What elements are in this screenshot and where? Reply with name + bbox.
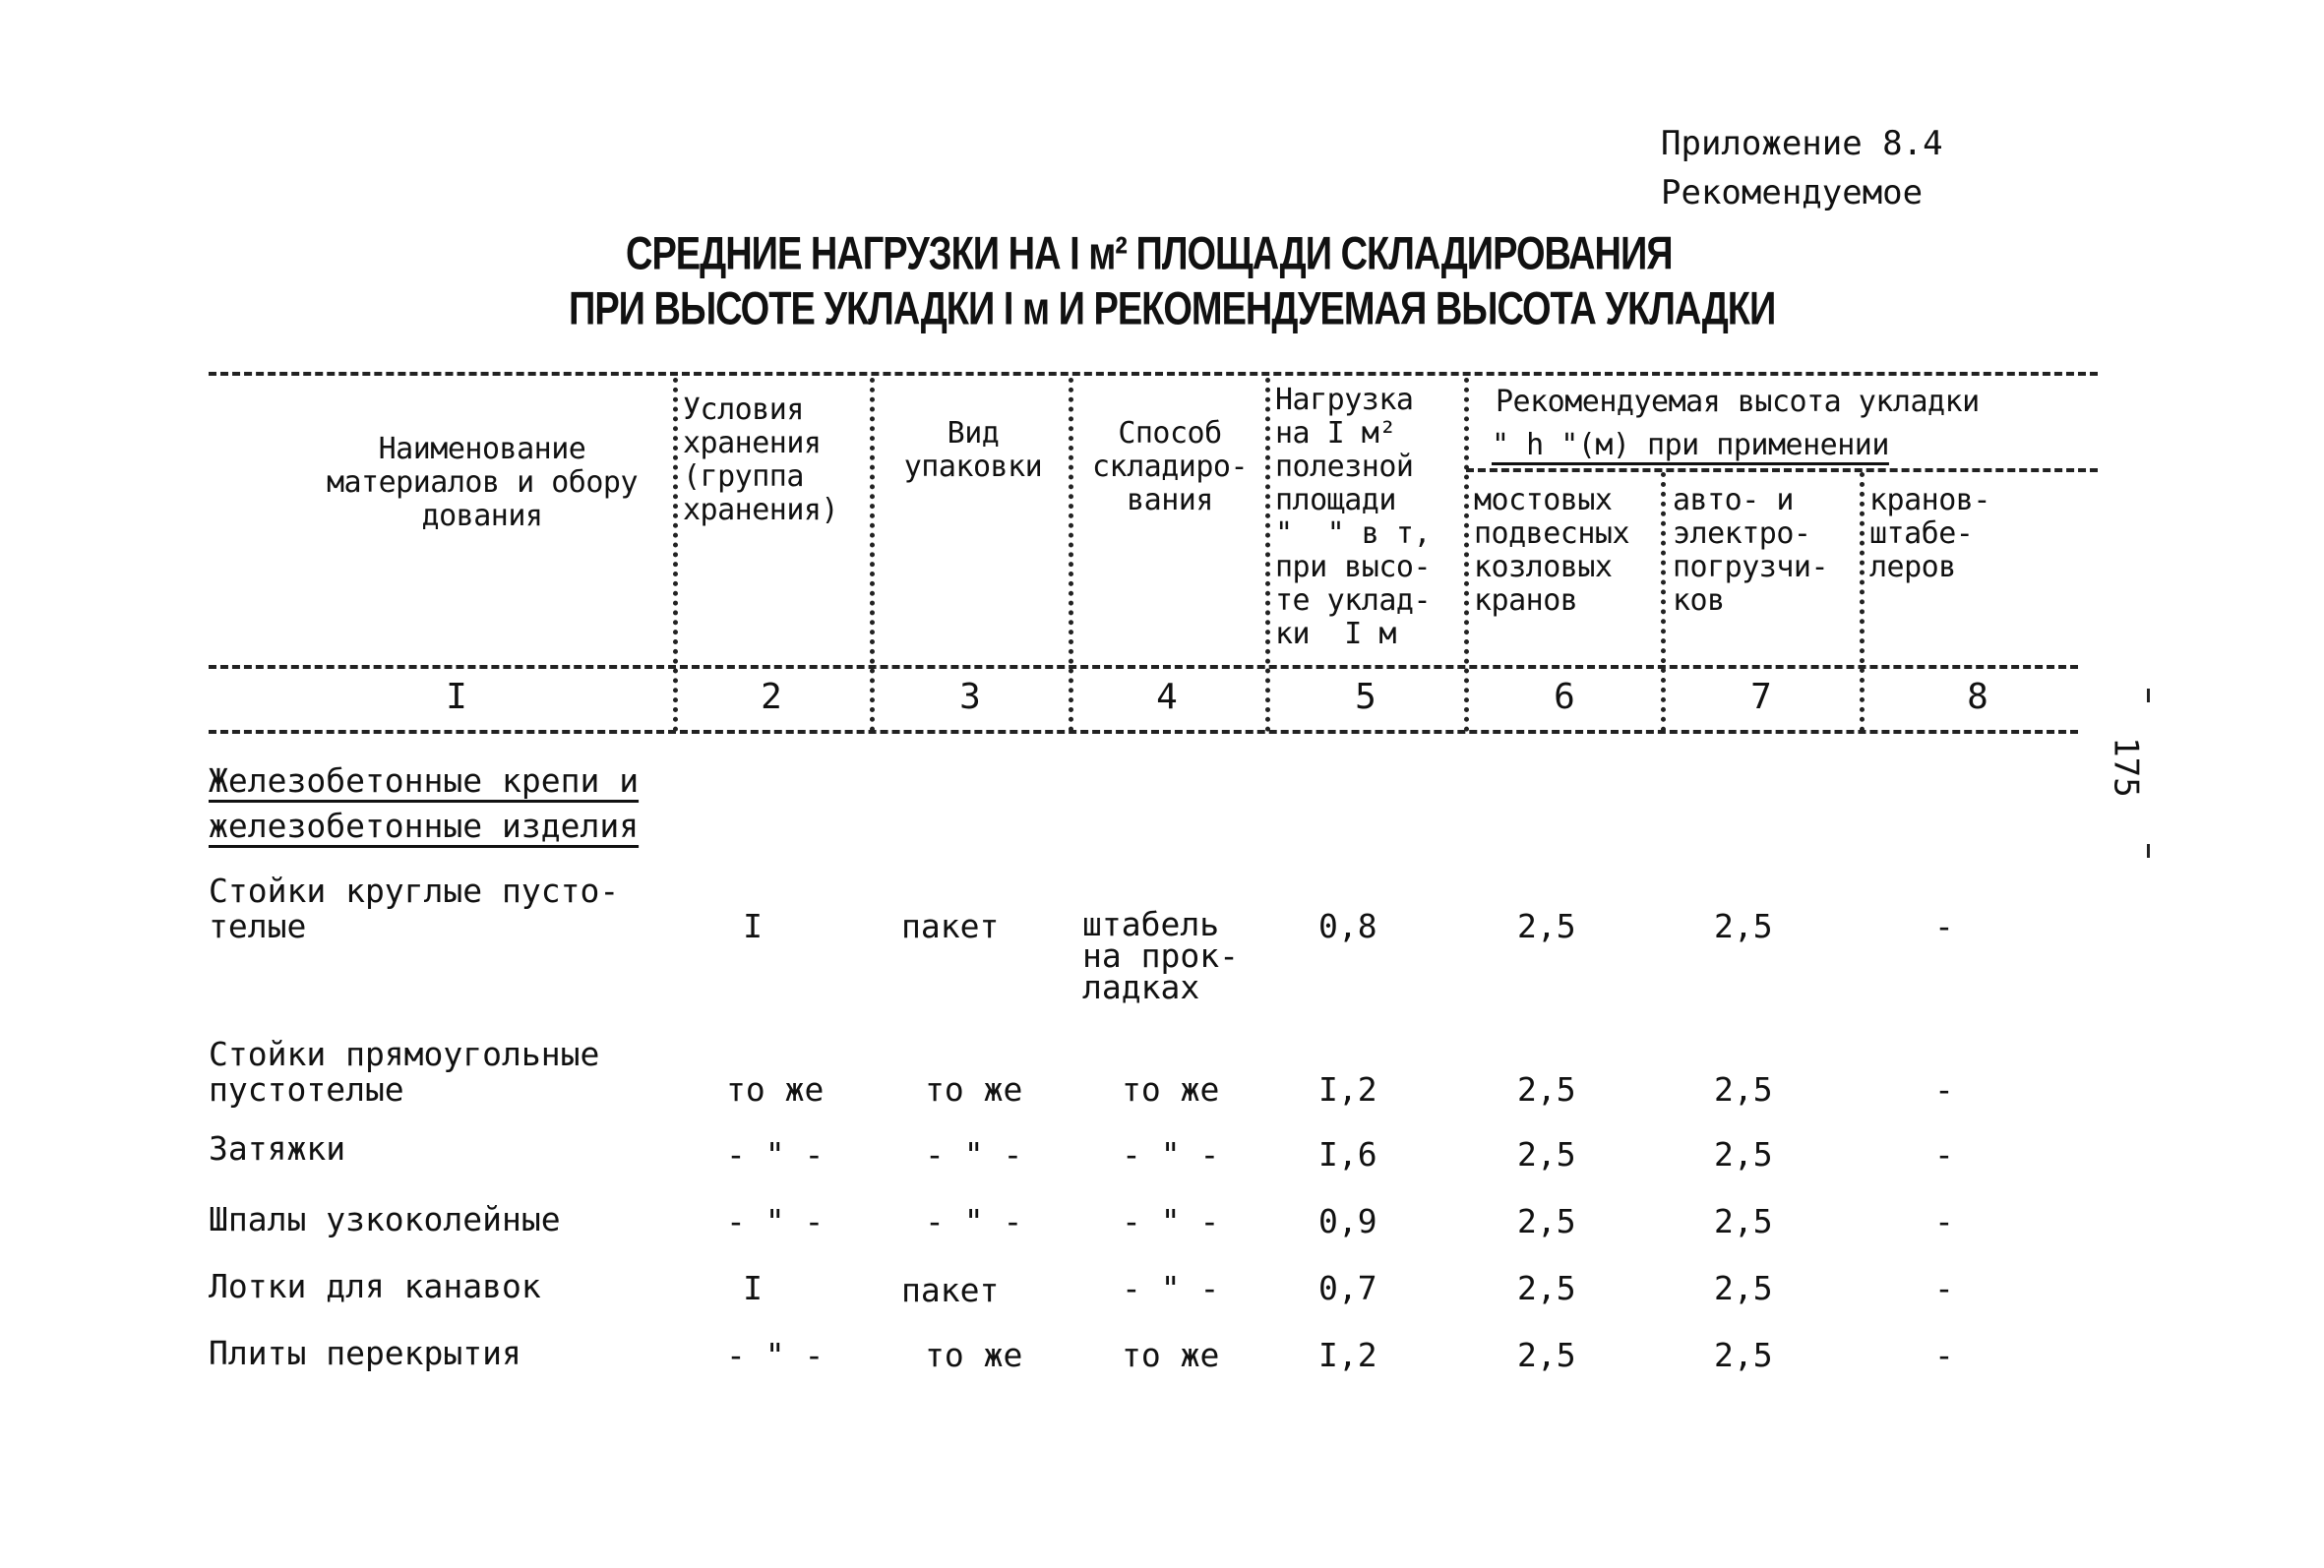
row-3-name: Затяжки bbox=[209, 1129, 346, 1168]
row-6-storage: - " - bbox=[726, 1336, 825, 1374]
row-2-load: I,2 bbox=[1318, 1070, 1377, 1109]
row-5-h-stackers: - bbox=[1934, 1269, 1954, 1307]
row-4-h-cranes: 2,5 bbox=[1517, 1202, 1576, 1240]
appendix-status: Рекомендуемое bbox=[1661, 173, 1924, 212]
row-5-storage: I bbox=[743, 1269, 763, 1307]
column-number-4: 4 bbox=[1156, 677, 1178, 717]
col-separator-7 bbox=[1860, 472, 1865, 732]
row-2-h-cranes: 2,5 bbox=[1517, 1070, 1576, 1109]
row-3-h-stackers: - bbox=[1934, 1135, 1954, 1174]
column-number-7: 7 bbox=[1750, 677, 1772, 717]
numbers-bottom-rule bbox=[209, 730, 2078, 734]
col-separator-5 bbox=[1464, 378, 1469, 732]
page-number-tick-bottom bbox=[2147, 844, 2150, 858]
row-5-load: 0,7 bbox=[1318, 1269, 1377, 1307]
row-4-name: Шпалы узкоколейные bbox=[209, 1200, 561, 1238]
column-number-3: 3 bbox=[959, 677, 981, 717]
row-6-h-loaders: 2,5 bbox=[1714, 1336, 1773, 1374]
header-group-title: Рекомендуемая высота укладки bbox=[1496, 385, 1980, 419]
header-bottom-rule bbox=[209, 665, 2078, 669]
row-6-name: Плиты перекрытия bbox=[209, 1334, 521, 1372]
section-title-line-2: железобетонные изделия bbox=[209, 807, 640, 845]
title-line-2: ПРИ ВЫСОТЕ УКЛАДКИ I м И РЕКОМЕНДУЕМАЯ ВЫСОТА УКЛАДКИ bbox=[569, 283, 1776, 335]
row-1-name: Стойки круглые пусто- телые bbox=[209, 872, 620, 945]
row-1-h-loaders: 2,5 bbox=[1714, 907, 1773, 945]
header-group-subtitle: " h "(м) при применении bbox=[1492, 428, 1889, 462]
header-col6: мостовых подвесных козловых кранов bbox=[1474, 483, 1630, 618]
row-4-load: 0,9 bbox=[1318, 1202, 1377, 1240]
column-number-8: 8 bbox=[1967, 677, 1988, 717]
row-1-package: пакет bbox=[901, 907, 1000, 945]
row-5-name: Лотки для канавок bbox=[209, 1267, 541, 1305]
page-number: 175 bbox=[2106, 737, 2146, 798]
row-4-package: - " - bbox=[925, 1202, 1023, 1240]
row-5-h-loaders: 2,5 bbox=[1714, 1269, 1773, 1307]
column-number-2: 2 bbox=[761, 677, 782, 717]
row-2-storage: то же bbox=[726, 1070, 825, 1109]
row-5-package: пакет bbox=[901, 1271, 1000, 1309]
row-4-h-loaders: 2,5 bbox=[1714, 1202, 1773, 1240]
row-1-load: 0,8 bbox=[1318, 907, 1377, 945]
column-number-1: I bbox=[446, 677, 467, 717]
title-line-1: СРЕДНИЕ НАГРУЗКИ НА I м² ПЛОЩАДИ СКЛАДИРОВАНИЯ bbox=[626, 228, 1673, 280]
row-5-method: - " - bbox=[1122, 1269, 1220, 1307]
row-5-h-cranes: 2,5 bbox=[1517, 1269, 1576, 1307]
col-separator-2 bbox=[870, 378, 875, 732]
row-1-h-cranes: 2,5 bbox=[1517, 907, 1576, 945]
row-4-method: - " - bbox=[1122, 1202, 1220, 1240]
col-separator-4 bbox=[1265, 378, 1270, 732]
table-top-rule bbox=[209, 372, 2098, 376]
row-6-h-stackers: - bbox=[1934, 1336, 1954, 1374]
row-3-load: I,6 bbox=[1318, 1135, 1377, 1174]
row-2-name: Стойки прямоугольные пустотелые bbox=[209, 1035, 600, 1109]
row-3-method: - " - bbox=[1122, 1135, 1220, 1174]
section-title-line-1: Железобетонные крепи и bbox=[209, 761, 640, 800]
page-number-block bbox=[2106, 689, 2172, 846]
row-1-h-stackers: - bbox=[1934, 907, 1954, 945]
row-3-h-loaders: 2,5 bbox=[1714, 1135, 1773, 1174]
column-number-6: 6 bbox=[1554, 677, 1575, 717]
row-2-h-stackers: - bbox=[1934, 1070, 1954, 1109]
header-col3: Вид упаковки bbox=[903, 416, 1043, 484]
row-1-method: штабель на прок- ладках bbox=[1082, 905, 1239, 1006]
column-number-5: 5 bbox=[1355, 677, 1376, 717]
col-separator-3 bbox=[1069, 378, 1073, 732]
row-4-storage: - " - bbox=[726, 1202, 825, 1240]
appendix-label: Приложение 8.4 bbox=[1661, 124, 1943, 163]
row-3-package: - " - bbox=[925, 1135, 1023, 1174]
group-divider-rule bbox=[1466, 468, 2098, 472]
row-6-method: то же bbox=[1122, 1336, 1220, 1374]
row-3-h-cranes: 2,5 bbox=[1517, 1135, 1576, 1174]
row-4-h-stackers: - bbox=[1934, 1202, 1954, 1240]
col-separator-6 bbox=[1661, 472, 1666, 732]
row-2-h-loaders: 2,5 bbox=[1714, 1070, 1773, 1109]
header-col2: Условия хранения (группа хранения) bbox=[683, 392, 839, 527]
row-1-storage: I bbox=[743, 907, 763, 945]
page-number-tick-top bbox=[2147, 689, 2150, 702]
row-3-storage: - " - bbox=[726, 1135, 825, 1174]
header-col5: Нагрузка на I м² полезной площади " " в т, при высо- те уклад- ки I м bbox=[1275, 383, 1432, 651]
col-separator-1 bbox=[673, 378, 678, 732]
header-col4: Способ складиро- вания bbox=[1091, 416, 1249, 517]
header-col1: Наименование материалов и обору дования bbox=[326, 432, 639, 533]
row-6-load: I,2 bbox=[1318, 1336, 1377, 1374]
header-col8: кранов- штабе- леров bbox=[1869, 483, 1990, 584]
row-6-h-cranes: 2,5 bbox=[1517, 1336, 1576, 1374]
header-col7: авто- и электро- погрузчи- ков bbox=[1673, 483, 1829, 618]
row-2-method: то же bbox=[1122, 1070, 1220, 1109]
row-2-package: то же bbox=[925, 1070, 1023, 1109]
row-6-package: то же bbox=[925, 1336, 1023, 1374]
